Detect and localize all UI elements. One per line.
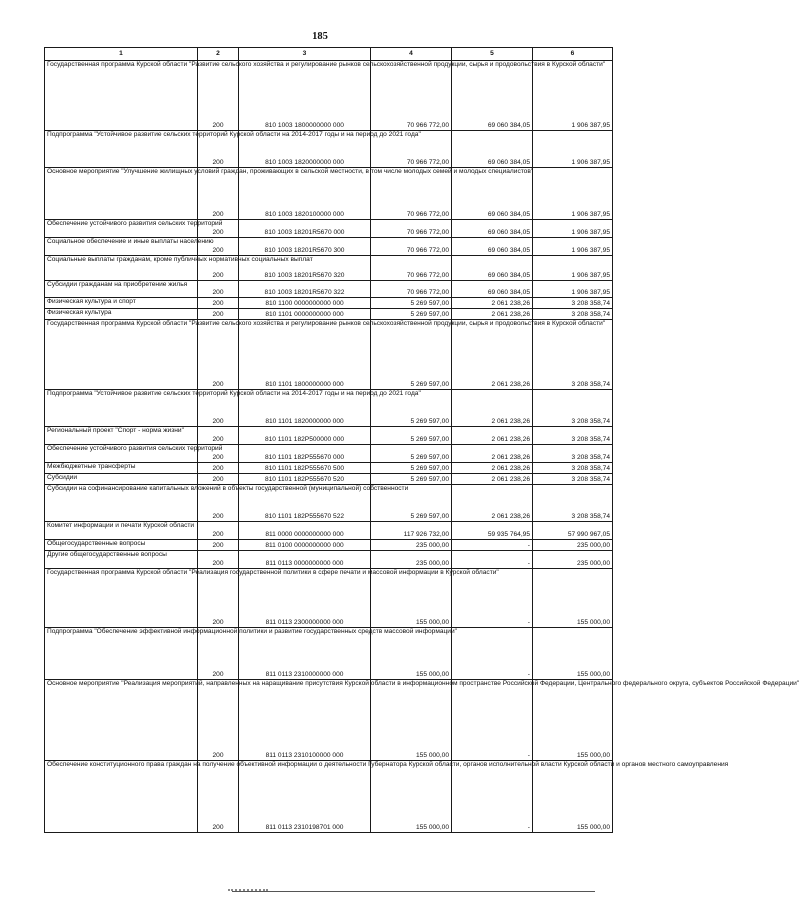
header-col-2: 2: [198, 48, 239, 61]
cell-budget-code: 811 0100 0000000000 000: [239, 540, 371, 551]
table-body: [45, 61, 799, 833]
table-row: [45, 680, 613, 761]
cell-approved: 70 966 772,00: [371, 238, 452, 256]
cell-executed: 59 935 764,95: [452, 522, 533, 540]
cell-description: Обеспечение устойчивого развития сельских территорий: [45, 220, 198, 238]
table-row: [45, 61, 613, 131]
cell-unexecuted: 235 000,00: [533, 551, 613, 569]
header-col-3: 3: [239, 48, 371, 61]
table-row: [45, 540, 613, 551]
table-row: [45, 220, 613, 238]
cell-description: Основное мероприятие "Улучшение жилищных условий граждан, проживающих в сельской местности, в том числе молодых семей и молодых специалистов": [45, 168, 198, 220]
cell-budget-code: 811 0113 0000000000 000: [239, 551, 371, 569]
cell-unexecuted: 155 000,00: [533, 761, 613, 833]
table-row: [45, 463, 613, 474]
cell-budget-code: 811 0113 2300000000 000: [239, 569, 371, 628]
cell-line-code: 200: [198, 485, 239, 522]
cell-description: Социальное обеспечение и иные выплаты населению: [45, 238, 198, 256]
table-row: [45, 298, 613, 309]
cell-budget-code: 811 0000 0000000000 000: [239, 522, 371, 540]
table-row: [45, 131, 613, 168]
cell-budget-code: 810 1003 1820000000 000: [239, 131, 371, 168]
cell-executed: 2 061 238,26: [452, 445, 533, 463]
cell-budget-code: 810 1003 1800000000 000: [239, 61, 371, 131]
table-row: [45, 427, 613, 445]
cell-executed: 2 061 238,26: [452, 427, 533, 445]
cell-unexecuted: 3 208 358,74: [533, 390, 613, 427]
cell-description: Физическая культура: [45, 309, 198, 320]
cell-budget-code: 810 1101 182P555670 000: [239, 445, 371, 463]
cell-unexecuted: 3 208 358,74: [533, 445, 613, 463]
cell-executed: 69 060 384,05: [452, 256, 533, 281]
cell-budget-code: 810 1003 18201R5670 320: [239, 256, 371, 281]
cell-unexecuted: 3 208 358,74: [533, 427, 613, 445]
cell-description: Государственная программа Курской области "Развитие сельского хозяйства и регулирование рынков сельскохозяйственной продукции, сырья и продовольствия в Курской области": [45, 61, 198, 131]
cell-budget-code: 810 1003 1820100000 000: [239, 168, 371, 220]
footer-line: [232, 891, 595, 892]
cell-executed: -: [452, 569, 533, 628]
cell-executed: 69 060 384,05: [452, 61, 533, 131]
cell-approved: 70 966 772,00: [371, 168, 452, 220]
cell-line-code: 200: [198, 298, 239, 309]
cell-approved: 5 269 597,00: [371, 390, 452, 427]
cell-description: Физическая культура и спорт: [45, 298, 198, 309]
cell-executed: 69 060 384,05: [452, 168, 533, 220]
cell-approved: 70 966 772,00: [371, 131, 452, 168]
cell-approved: 155 000,00: [371, 761, 452, 833]
cell-unexecuted: 1 906 387,95: [533, 256, 613, 281]
cell-budget-code: 810 1101 182P555670 520: [239, 474, 371, 485]
cell-budget-code: 810 1003 18201R5670 300: [239, 238, 371, 256]
cell-approved: 235 000,00: [371, 551, 452, 569]
table-row: [45, 485, 613, 522]
cell-description: Субсидии: [45, 474, 198, 485]
cell-unexecuted: 1 906 387,95: [533, 281, 613, 298]
cell-executed: -: [452, 540, 533, 551]
cell-unexecuted: 3 208 358,74: [533, 485, 613, 522]
cell-description: Государственная программа Курской области "Реализация государственной политики в сфере печати и массовой информации в Курской области": [45, 569, 198, 628]
cell-line-code: 200: [198, 256, 239, 281]
table-row: [45, 168, 613, 220]
cell-description: Обеспечение устойчивого развития сельских территорий: [45, 445, 198, 463]
cell-description: Основное мероприятие "Реализация мероприятий, направленных на наращивание присутствия Курской области в информационном пространстве Российской Федерации, Центрального федерального округа, субъектов Российской Федерации": [45, 680, 198, 761]
cell-budget-code: 811 0113 2310198701 000: [239, 761, 371, 833]
table-row: [45, 256, 613, 281]
cell-unexecuted: 1 906 387,95: [533, 131, 613, 168]
header-col-1: 1: [45, 48, 198, 61]
page-number: 185: [312, 31, 328, 42]
cell-budget-code: 810 1003 18201R5670 000: [239, 220, 371, 238]
cell-executed: 69 060 384,05: [452, 238, 533, 256]
cell-line-code: 200: [198, 427, 239, 445]
cell-line-code: 200: [198, 220, 239, 238]
cell-executed: 2 061 238,26: [452, 390, 533, 427]
cell-approved: 155 000,00: [371, 628, 452, 680]
cell-line-code: 200: [198, 522, 239, 540]
cell-line-code: 200: [198, 474, 239, 485]
cell-budget-code: 810 1003 18201R5670 322: [239, 281, 371, 298]
cell-description: Подпрограмма "Устойчивое развитие сельских территорий Курской области на 2014-2017 годы и на период до 2021 года": [45, 131, 198, 168]
cell-description: Социальные выплаты гражданам, кроме публичных нормативных социальных выплат: [45, 256, 198, 281]
cell-description: Региональный проект "Спорт - норма жизни": [45, 427, 198, 445]
table-row: [45, 238, 613, 256]
cell-unexecuted: 3 208 358,74: [533, 320, 613, 390]
cell-approved: 5 269 597,00: [371, 298, 452, 309]
cell-approved: 117 926 732,00: [371, 522, 452, 540]
table-row: [45, 628, 613, 680]
cell-executed: -: [452, 628, 533, 680]
cell-approved: 70 966 772,00: [371, 61, 452, 131]
cell-line-code: 200: [198, 168, 239, 220]
cell-line-code: 200: [198, 540, 239, 551]
cell-line-code: 200: [198, 569, 239, 628]
cell-line-code: 200: [198, 445, 239, 463]
cell-description: Другие общегосударственные вопросы: [45, 551, 198, 569]
table-row: [45, 761, 613, 833]
cell-line-code: 200: [198, 61, 239, 131]
cell-unexecuted: 3 208 358,74: [533, 309, 613, 320]
cell-unexecuted: 3 208 358,74: [533, 474, 613, 485]
cell-line-code: 200: [198, 320, 239, 390]
cell-unexecuted: 155 000,00: [533, 628, 613, 680]
cell-description: Субсидии на софинансирование капитальных вложений в объекты государственной (муниципальной) собственности: [45, 485, 198, 522]
cell-executed: 2 061 238,26: [452, 485, 533, 522]
cell-line-code: 200: [198, 680, 239, 761]
cell-unexecuted: 1 906 387,95: [533, 61, 613, 131]
cell-approved: 5 269 597,00: [371, 474, 452, 485]
cell-description: Государственная программа Курской области "Развитие сельского хозяйства и регулирование рынков сельскохозяйственной продукции, сырья и продовольствия в Курской области": [45, 320, 198, 390]
cell-unexecuted: 235 000,00: [533, 540, 613, 551]
cell-executed: 69 060 384,05: [452, 281, 533, 298]
cell-line-code: 200: [198, 390, 239, 427]
cell-approved: 155 000,00: [371, 680, 452, 761]
cell-description: Подпрограмма "Обеспечение эффективной информационной политики и развитие государственных средств массовой информации": [45, 628, 198, 680]
table-header-row: [45, 48, 613, 61]
cell-executed: 2 061 238,26: [452, 320, 533, 390]
cell-description: Субсидии гражданам на приобретение жилья: [45, 281, 198, 298]
cell-executed: 2 061 238,26: [452, 474, 533, 485]
cell-budget-code: 810 1101 1800000000 000: [239, 320, 371, 390]
cell-approved: 70 966 772,00: [371, 256, 452, 281]
cell-unexecuted: 155 000,00: [533, 569, 613, 628]
table-row: [45, 445, 613, 463]
table-row: [45, 309, 613, 320]
cell-line-code: 200: [198, 131, 239, 168]
cell-description: Общегосударственные вопросы: [45, 540, 198, 551]
cell-budget-code: 811 0113 2310100000 000: [239, 680, 371, 761]
cell-approved: 5 269 597,00: [371, 463, 452, 474]
header-col-6: 6: [533, 48, 613, 61]
cell-budget-code: 811 0113 2310000000 000: [239, 628, 371, 680]
table-row: [45, 320, 613, 390]
table-row: [45, 474, 613, 485]
cell-executed: 69 060 384,05: [452, 220, 533, 238]
cell-executed: 69 060 384,05: [452, 131, 533, 168]
cell-budget-code: 810 1101 1820000000 000: [239, 390, 371, 427]
cell-budget-code: 810 1101 182P500000 000: [239, 427, 371, 445]
cell-executed: -: [452, 680, 533, 761]
cell-approved: 70 966 772,00: [371, 281, 452, 298]
cell-approved: 5 269 597,00: [371, 445, 452, 463]
cell-approved: 5 269 597,00: [371, 485, 452, 522]
table-row: [45, 281, 613, 298]
cell-executed: 2 061 238,26: [452, 309, 533, 320]
cell-unexecuted: 1 906 387,95: [533, 220, 613, 238]
table-row: [45, 522, 613, 540]
table-row: [45, 569, 613, 628]
cell-unexecuted: 1 906 387,95: [533, 168, 613, 220]
cell-line-code: 200: [198, 309, 239, 320]
cell-line-code: 200: [198, 761, 239, 833]
cell-executed: -: [452, 551, 533, 569]
cell-line-code: 200: [198, 551, 239, 569]
cell-unexecuted: 3 208 358,74: [533, 298, 613, 309]
cell-description: Комитет информации и печати Курской области: [45, 522, 198, 540]
budget-table: [44, 47, 799, 833]
cell-budget-code: 810 1101 182P555670 500: [239, 463, 371, 474]
cell-approved: 155 000,00: [371, 569, 452, 628]
cell-line-code: 200: [198, 238, 239, 256]
cell-description: Подпрограмма "Устойчивое развитие сельских территорий Курской области на 2014-2017 годы и на период до 2021 года": [45, 390, 198, 427]
table-row: [45, 551, 613, 569]
cell-executed: 2 061 238,26: [452, 463, 533, 474]
cell-description: Межбюджетные трансферты: [45, 463, 198, 474]
cell-budget-code: 810 1101 182P555670 522: [239, 485, 371, 522]
cell-unexecuted: 155 000,00: [533, 680, 613, 761]
cell-budget-code: 810 1101 0000000000 000: [239, 309, 371, 320]
cell-line-code: 200: [198, 281, 239, 298]
cell-approved: 235 000,00: [371, 540, 452, 551]
cell-line-code: 200: [198, 628, 239, 680]
cell-approved: 5 269 597,00: [371, 309, 452, 320]
cell-executed: 2 061 238,26: [452, 298, 533, 309]
cell-budget-code: 810 1100 0000000000 000: [239, 298, 371, 309]
cell-unexecuted: 57 990 967,05: [533, 522, 613, 540]
cell-unexecuted: 1 906 387,95: [533, 238, 613, 256]
cell-description: Обеспечение конституционного права граждан на получение объективной информации о деятельности Губернатора Курской области, органов исполнительной власти Курской области и органов местного самоуправления: [45, 761, 198, 833]
cell-line-code: 200: [198, 463, 239, 474]
cell-approved: 5 269 597,00: [371, 320, 452, 390]
cell-executed: -: [452, 761, 533, 833]
cell-unexecuted: 3 208 358,74: [533, 463, 613, 474]
header-col-4: 4: [371, 48, 452, 61]
cell-approved: 5 269 597,00: [371, 427, 452, 445]
header-col-5: 5: [452, 48, 533, 61]
table-row: [45, 390, 613, 427]
cell-approved: 70 966 772,00: [371, 220, 452, 238]
